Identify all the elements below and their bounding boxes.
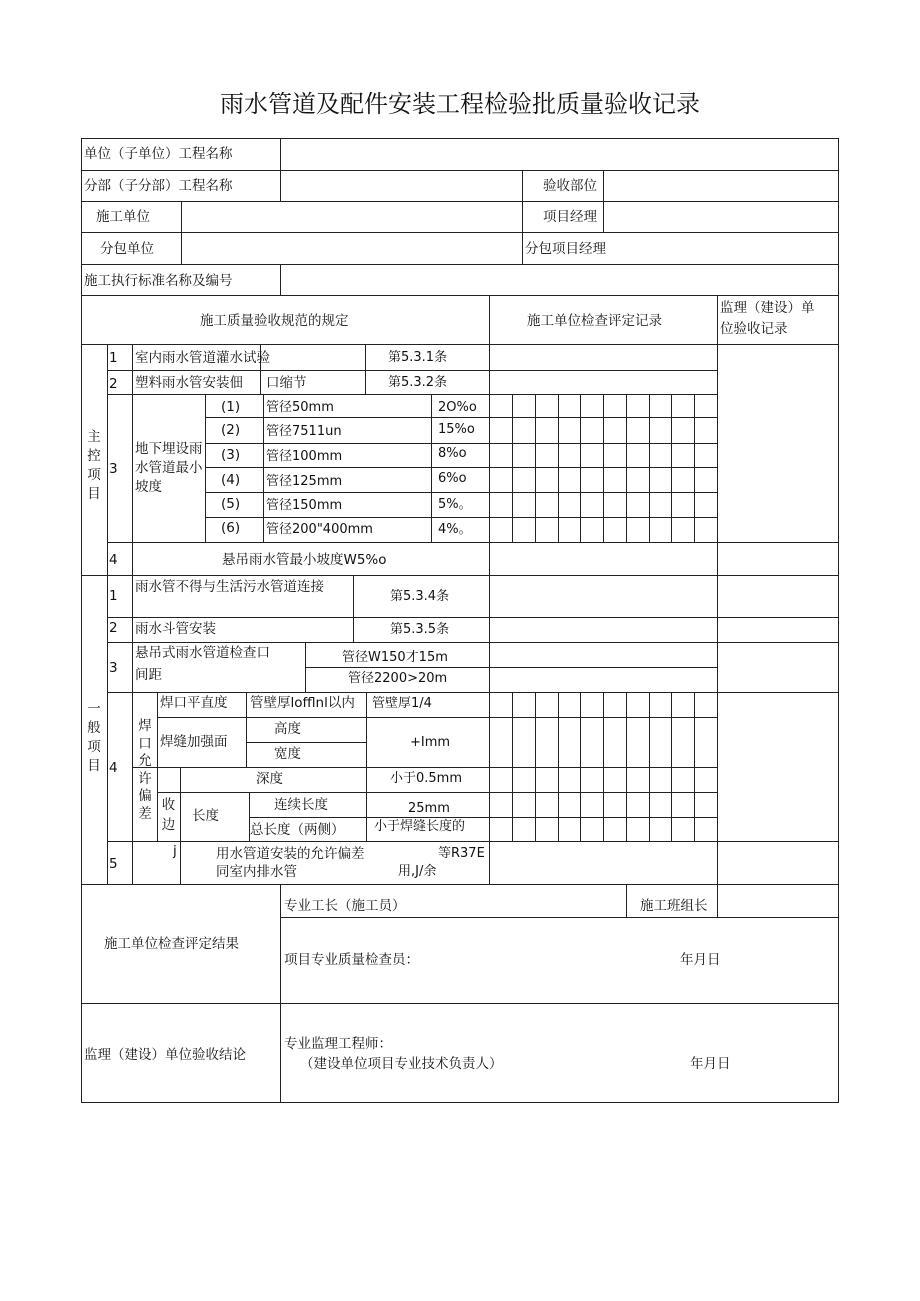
slope-row-5-dia: 管径150mm	[266, 498, 343, 513]
weld-length-label: 长度	[192, 808, 219, 824]
slope-row-2-idx: (2)	[221, 422, 241, 438]
slope-row-4-val: 6%o	[438, 471, 467, 486]
general-item-2-name: 雨水斗管安装	[135, 621, 216, 637]
construction-unit-label: 施工单位	[96, 209, 150, 225]
general-item-5-mark: j	[173, 843, 177, 859]
general-item-3-name-line2: 间距	[135, 667, 162, 683]
slope-row-1-idx: (1)	[221, 399, 241, 415]
project-manager-label: 项目经理	[543, 209, 597, 225]
general-item-1-no: 1	[109, 588, 118, 604]
slope-row-3-idx: (3)	[221, 447, 241, 463]
weld-deviation-label: 焊口允许偏差	[138, 718, 152, 822]
main-item-2-clause: 第5.3.2条	[388, 375, 448, 390]
weld-reinforce-label: 焊缝加强面	[160, 734, 228, 750]
slope-row-6-idx: (6)	[221, 520, 241, 536]
slope-row-1-val: 2O%o	[438, 400, 477, 415]
weld-total-length-label: 总长度（两侧）	[250, 822, 345, 838]
general-item-5-line1b: 等R37E	[438, 846, 485, 861]
slope-row-5-val: 5%。	[438, 497, 472, 512]
general-group-label: 一般项目	[87, 701, 101, 774]
slope-row-3-val: 8%o	[438, 446, 467, 461]
quality-inspector-label: 项目专业质量检查员：	[284, 952, 419, 968]
main-item-1-clause: 第5.3.1条	[388, 350, 448, 365]
subcontract-unit-label: 分包单位	[100, 241, 154, 257]
check-record-column-header: 施工单位检查评定记录	[527, 313, 662, 329]
weld-depth-value: 小于0.5mm	[390, 771, 463, 786]
weld-depth-label: 深度	[256, 771, 283, 787]
supervisor-column-header-line1: 监理（建设）单	[720, 300, 815, 316]
weld-undercut-label: 收边	[161, 797, 176, 833]
weld-continuous-length-label: 连续长度	[274, 797, 328, 813]
weld-height-label: 高度	[274, 721, 301, 737]
weld-continuous-length-value: 25mm	[408, 801, 450, 816]
main-item-2-no: 2	[109, 376, 118, 392]
main-item-1-no: 1	[109, 350, 118, 366]
general-item-3-val2: 管径2200>20m	[348, 671, 448, 686]
general-item-2-no: 2	[109, 620, 118, 636]
supervising-engineer-label: 专业监理工程师：	[284, 1036, 392, 1052]
weld-width-label: 宽度	[274, 746, 301, 762]
slope-row-4-dia: 管径125mm	[266, 474, 343, 489]
main-item-1-name: 室内雨水管道灌水试验	[135, 350, 270, 366]
general-item-5-line2: 同室内排水管	[216, 864, 297, 880]
result-date: 年月日	[680, 952, 721, 968]
slope-row-5-idx: (5)	[221, 496, 241, 512]
slope-row-4-idx: (4)	[221, 472, 241, 488]
owner-representative-label: （建设单位项目专业技术负责人）	[300, 1056, 503, 1072]
main-item-3-name: 地下埋设雨水管道最小坡度	[135, 441, 203, 495]
conclusion-date: 年月日	[690, 1056, 731, 1072]
acceptance-part-label: 验收部位	[543, 178, 597, 194]
general-item-1-clause: 第5.3.4条	[390, 589, 450, 604]
slope-row-3-dia: 管径100mm	[266, 449, 343, 464]
main-item-4-name: 悬吊雨水管最小坡度W5%o	[222, 552, 387, 568]
main-item-3-no: 3	[109, 461, 118, 477]
team-leader-label: 施工班组长	[640, 898, 708, 914]
spec-column-header: 施工质量验收规范的规定	[200, 313, 349, 329]
weld-flatness-value: 管壁厚1/4	[372, 696, 432, 711]
slope-row-2-val: 15%o	[438, 422, 475, 437]
general-item-1-name: 雨水管不得与生活污水管道连接	[135, 579, 324, 595]
standard-label: 施工执行标准名称及编号	[84, 273, 233, 289]
result-label: 施工单位检查评定结果	[104, 936, 239, 952]
unit-project-name-label: 单位（子单位）工程名称	[84, 146, 233, 162]
weld-total-length-value: 小于焊缝长度的	[374, 819, 466, 834]
general-item-5-line2b: 用,J/余	[398, 864, 437, 879]
general-item-3-name-line1: 悬吊式雨水管道检查口	[135, 645, 270, 661]
conclusion-label: 监理（建设）单位验收结论	[84, 1047, 246, 1063]
main-group-label: 主控项目	[87, 429, 101, 502]
main-item-4-no: 4	[109, 552, 118, 568]
general-item-2-clause: 第5.3.5条	[390, 622, 450, 637]
general-item-3-val1: 管径W150才15m	[342, 650, 448, 665]
main-item-2-name2: 口缩节	[266, 375, 307, 391]
weld-reinforce-value: +Imm	[410, 735, 451, 750]
general-item-4-no: 4	[109, 760, 118, 776]
general-item-3-no: 3	[109, 660, 118, 676]
foreman-label: 专业工长（施工员）	[284, 898, 406, 914]
general-item-5-line1: 用水管道安装的允许偏差	[216, 846, 365, 862]
main-item-2-name: 塑料雨水管安装佃	[135, 375, 243, 391]
sub-project-name-label: 分部（子分部）工程名称	[84, 178, 233, 194]
slope-row-2-dia: 管径7511un	[266, 424, 342, 439]
general-item-5-no: 5	[109, 856, 118, 872]
slope-row-6-dia: 管径200"400mm	[266, 522, 373, 537]
weld-flatness-condition: 管壁厚lofflnl以内	[250, 695, 355, 711]
supervisor-column-header-line2: 位验收记录	[720, 321, 788, 337]
page-title: 雨水管道及配件安装工程检验批质量验收记录	[220, 90, 700, 118]
weld-flatness-label: 焊口平直度	[160, 695, 228, 711]
subcontract-manager-label: 分包项目经理	[525, 241, 606, 257]
slope-row-1-dia: 管径50mm	[266, 400, 334, 415]
slope-row-6-val: 4%。	[438, 522, 472, 537]
